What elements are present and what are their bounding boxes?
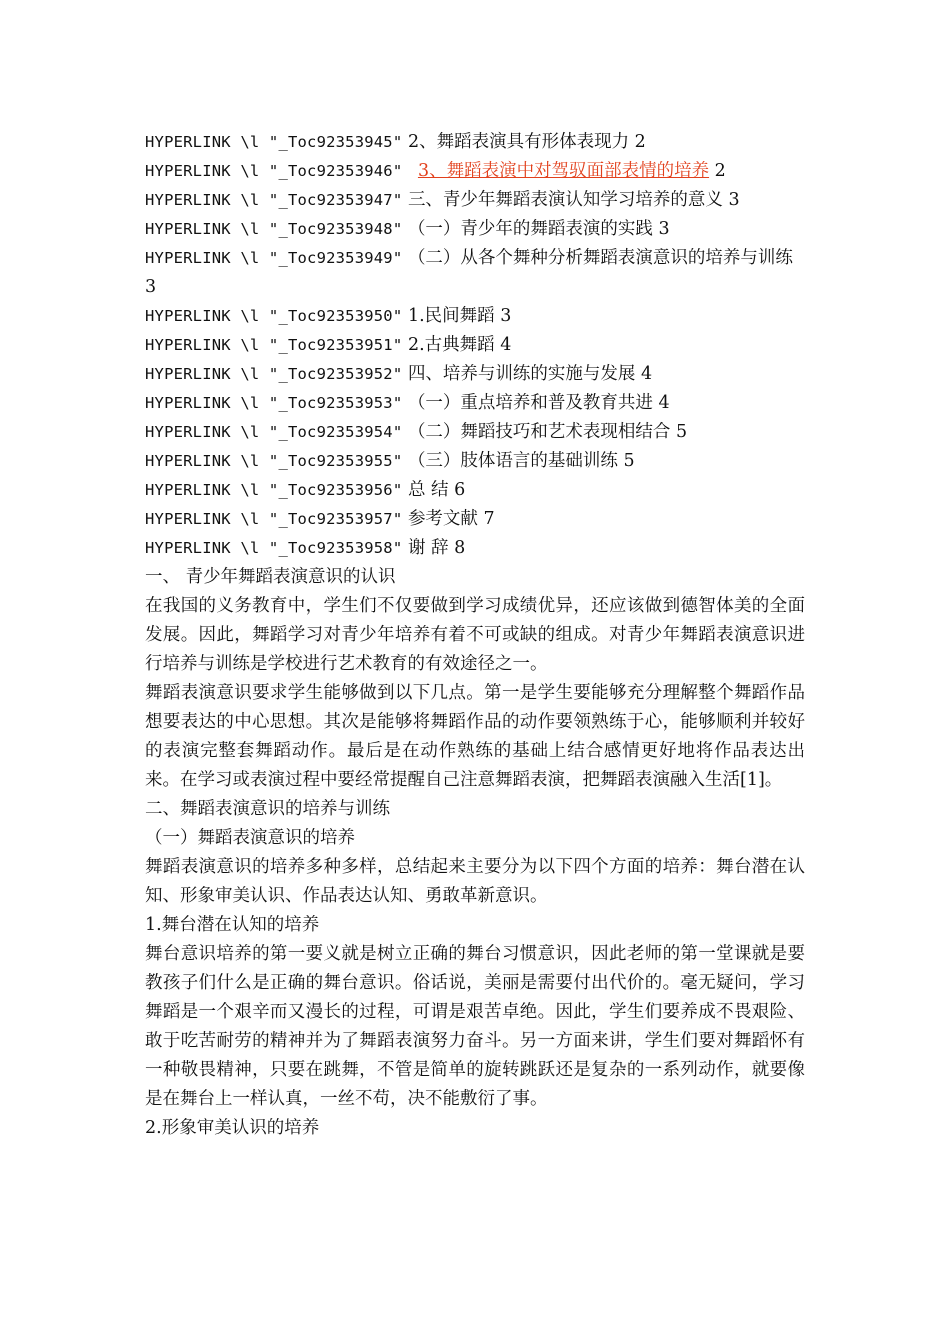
toc-line-4[interactable]	[145, 215, 805, 244]
toc-field-code: HYPERLINK \l "_Toc92353951"	[145, 336, 403, 354]
body-paragraph-2: 舞蹈表演意识要求学生能够做到以下几点。第一是学生要能够充分理解整个舞蹈作品想要表达的中心思想。其次是能够将舞蹈作品的动作要领熟练于心，能够顺利并较好的表演完整套舞蹈动作。最后是在动作熟练的基础上结合感情更好地将作品表达出来。在学习或表演过程中要经常提醒自己注意舞蹈表演，把舞蹈表演融入生活[1]。	[145, 683, 805, 790]
toc-line-12[interactable]	[145, 476, 805, 505]
toc-page: 6	[454, 480, 466, 500]
toc-title: （一）重点培养和普及教育共进	[407, 393, 653, 413]
toc-title: 总 结	[407, 480, 449, 500]
toc-field-code: HYPERLINK \l "_Toc92353953"	[145, 394, 403, 412]
toc-title: 2、舞蹈表演具有形体表现力	[407, 132, 630, 152]
toc-title: 四、培养与训练的实施与发展	[407, 364, 636, 384]
toc-field-code: HYPERLINK \l "_Toc92353957"	[145, 510, 403, 528]
toc-page: 8	[454, 538, 466, 558]
toc-field-code: HYPERLINK \l "_Toc92353952"	[145, 365, 403, 383]
toc-field-code: HYPERLINK \l "_Toc92353949"	[145, 249, 403, 267]
subsection-heading-1: （一）舞蹈表演意识的培养	[145, 828, 355, 848]
toc-page: 3	[658, 219, 670, 239]
toc-title: （二）舞蹈技巧和艺术表现相结合	[407, 422, 671, 442]
toc-line-3[interactable]	[145, 186, 805, 215]
toc-title: 参考文献	[407, 509, 478, 529]
toc-page: 7	[483, 509, 495, 529]
toc-title: （一）青少年的舞蹈表演的实践	[407, 219, 653, 239]
toc-line-8[interactable]	[145, 360, 805, 389]
toc-field-code: HYPERLINK \l "_Toc92353948"	[145, 220, 403, 238]
toc-field-code: HYPERLINK \l "_Toc92353946"	[145, 162, 403, 180]
toc-page: 4	[641, 364, 653, 384]
body-paragraph-1: 在我国的义务教育中，学生们不仅要做到学习成绩优异，还应该做到德智体美的全面发展。因此，舞蹈学习对青少年培养有着不可或缺的组成。对青少年舞蹈表演意识进行培养与训练是学校进行艺术教育的有效途径之一。	[145, 596, 805, 674]
toc-line-13[interactable]	[145, 505, 805, 534]
toc-line-14[interactable]	[145, 534, 805, 563]
toc-page: 2	[634, 132, 646, 152]
toc-page: 3	[500, 306, 512, 326]
toc-line-5[interactable]	[145, 244, 805, 302]
toc-page: 4	[500, 335, 512, 355]
toc-page: 4	[658, 393, 670, 413]
toc-line-2[interactable]	[145, 157, 805, 186]
body-paragraph-3: 舞蹈表演意识的培养多种多样，总结起来主要分为以下四个方面的培养：舞台潜在认知、形象审美认识、作品表达认知、勇敢革新意识。	[145, 857, 805, 906]
document-content	[145, 128, 805, 1143]
subsubsection-heading-2: 2.形象审美认识的培养	[145, 1118, 320, 1138]
toc-field-code: HYPERLINK \l "_Toc92353956"	[145, 481, 403, 499]
toc-title: （二）从各个舞种分析舞蹈表演意识的培养与训练	[407, 248, 793, 268]
toc-line-9[interactable]	[145, 389, 805, 418]
section-heading-2: 二、舞蹈表演意识的培养与训练	[145, 799, 390, 819]
toc-page: 5	[623, 451, 635, 471]
toc-field-code: HYPERLINK \l "_Toc92353945"	[145, 133, 403, 151]
toc-line-7[interactable]	[145, 331, 805, 360]
toc-line-6[interactable]	[145, 302, 805, 331]
toc-title: 2.古典舞蹈	[407, 335, 495, 355]
toc-title: （三）肢体语言的基础训练	[407, 451, 618, 471]
toc-page: 2	[714, 161, 726, 181]
body-paragraph-4: 舞台意识培养的第一要义就是树立正确的舞台习惯意识，因此老师的第一堂课就是要教孩子们什么是正确的舞台意识。俗话说，美丽是需要付出代价的。毫无疑问，学习舞蹈是一个艰辛而又漫长的过程，可谓是艰苦卓绝。因此，学生们要养成不畏艰险、敢于吃苦耐劳的精神并为了舞蹈表演努力奋斗。另一方面来讲，学生们要对舞蹈怀有一种敬畏精神，只要在跳舞，不管是简单的旋转跳跃还是复杂的一系列动作，就要像是在舞台上一样认真，一丝不苟，决不能敷衍了事。	[145, 944, 805, 1109]
toc-page: 5	[676, 422, 688, 442]
toc-line-11[interactable]	[145, 447, 805, 476]
toc-field-code: HYPERLINK \l "_Toc92353955"	[145, 452, 403, 470]
toc-line-1[interactable]	[145, 128, 805, 157]
toc-title: 1.民间舞蹈	[407, 306, 495, 326]
toc-line-10[interactable]	[145, 418, 805, 447]
toc-field-code: HYPERLINK \l "_Toc92353958"	[145, 539, 403, 557]
toc-page: 3	[145, 277, 157, 297]
toc-field-code: HYPERLINK \l "_Toc92353954"	[145, 423, 403, 441]
section-heading-1: 一、 青少年舞蹈表演意识的认识	[145, 567, 396, 587]
toc-field-code: HYPERLINK \l "_Toc92353947"	[145, 191, 403, 209]
toc-title: 三、青少年舞蹈表演认知学习培养的意义	[407, 190, 723, 210]
toc-field-code: HYPERLINK \l "_Toc92353950"	[145, 307, 403, 325]
toc-page: 3	[728, 190, 740, 210]
subsubsection-heading-1: 1.舞台潜在认知的培养	[145, 915, 320, 935]
toc-link-title[interactable]: 3、舞蹈表演中对驾驭面部表情的培养	[417, 161, 710, 181]
toc-title: 谢 辞	[407, 538, 449, 558]
